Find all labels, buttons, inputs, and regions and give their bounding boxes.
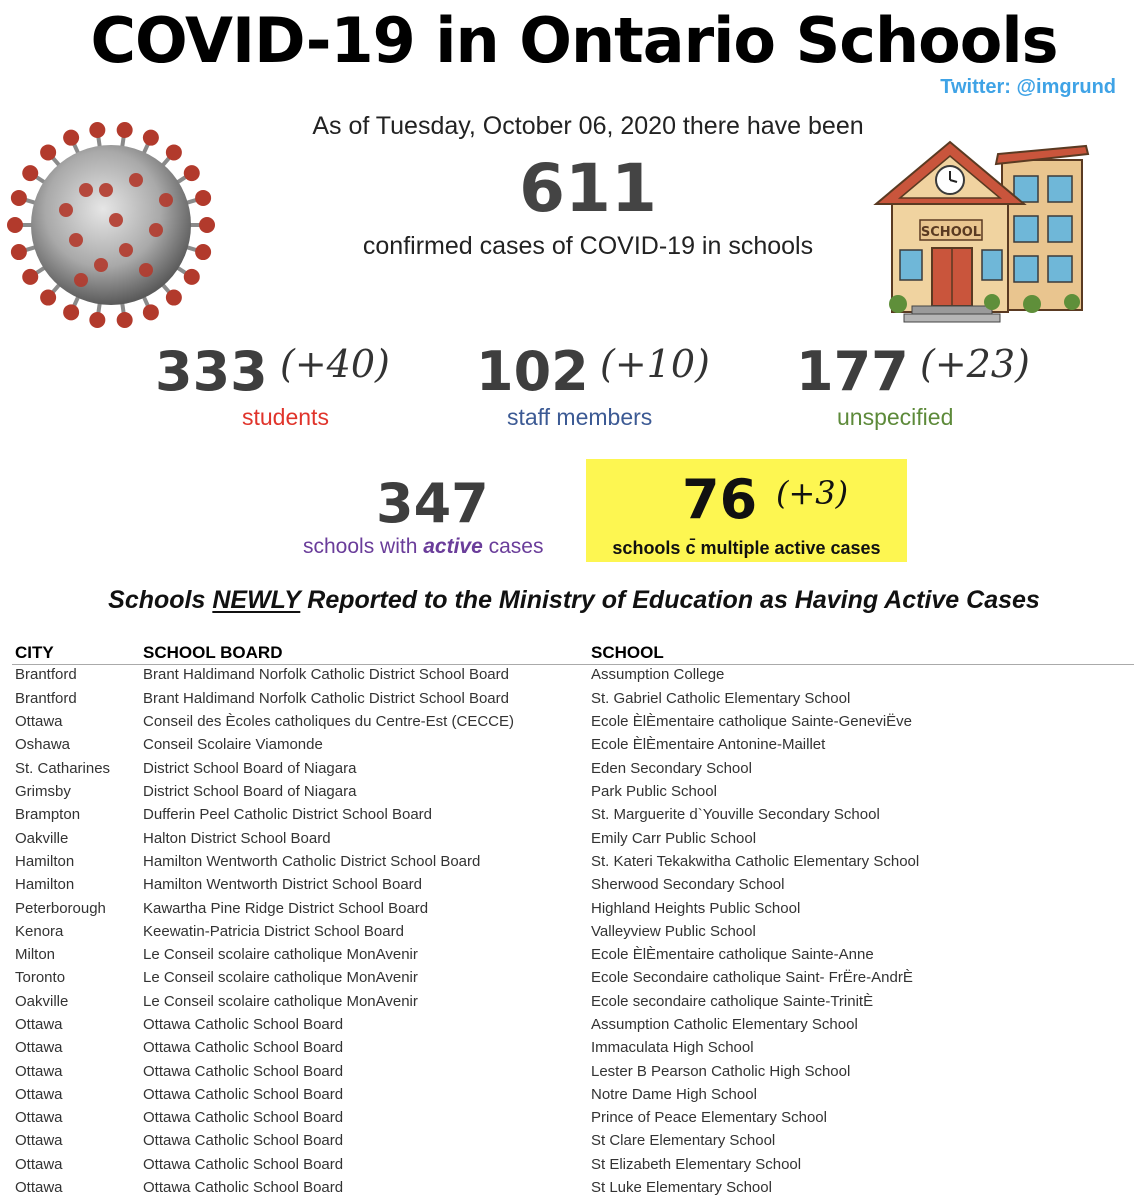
row-school-board: Le Conseil scolaire catholique MonAvenir [143,946,418,963]
row-city: Ottawa [15,1086,63,1103]
students-count: 333 [155,340,268,403]
row-school-board: Brant Haldimand Norfolk Catholic District School Board [143,690,509,707]
multiple-cases-count: 76 [682,468,758,531]
table-row [0,1132,1148,1155]
table-row [0,783,1148,806]
row-city: Ottawa [15,1063,63,1080]
table-row [0,900,1148,923]
row-school-board: Le Conseil scolaire catholique MonAvenir [143,993,418,1010]
row-city: Oakville [15,993,69,1010]
table-row [0,806,1148,829]
row-school: St Elizabeth Elementary School [591,1156,802,1173]
row-school: Valleyview Public School [591,923,756,940]
row-city: Hamilton [15,853,75,870]
row-school: Prince of Peace Elementary School [591,1109,827,1126]
unspecified-count: 177 [796,340,909,403]
row-city: Ottawa [15,1179,63,1196]
row-school: St. Marguerite d`Youville Secondary School [591,806,880,823]
row-city: Ottawa [15,1016,63,1033]
staff-count: 102 [476,340,589,403]
row-city: Toronto [15,969,66,986]
multiple-cases-label: schools c̄ multiple active cases [612,538,881,558]
row-school: Immaculata High School [591,1039,754,1056]
row-city: Ottawa [15,1109,63,1126]
row-city: Hamilton [15,876,75,893]
row-school-board: Conseil Scolaire Viamonde [143,736,323,753]
row-school: Assumption Catholic Elementary School [591,1016,858,1033]
table-row [0,1039,1148,1062]
column-header-board: SCHOOL BOARD [143,643,283,662]
row-city: Peterborough [15,900,106,917]
table-row [0,690,1148,713]
unspecified-delta: (+23) [920,342,1030,386]
row-school-board: Ottawa Catholic School Board [143,1086,344,1103]
row-school-board: Le Conseil scolaire catholique MonAvenir [143,969,418,986]
row-school-board: Conseil des Ècoles catholiques du Centre-Est (CECCE) [143,713,514,730]
row-school-board: Hamilton Wentworth District School Board [143,876,422,893]
row-city: Ottawa [15,1156,63,1173]
row-city: Brantford [15,690,77,707]
row-school-board: Ottawa Catholic School Board [143,1016,344,1033]
row-school: St. Kateri Tekakwitha Catholic Elementary School [591,853,920,870]
table-row [0,946,1148,969]
students-delta: (+40) [280,342,390,386]
row-city: Brantford [15,666,77,683]
twitter-handle: Twitter: @imgrund [940,76,1116,98]
table-row [0,1063,1148,1086]
confirmed-label: confirmed cases of COVID-19 in schools [362,232,814,260]
column-header-school: SCHOOL [591,643,664,662]
total-cases: 611 [519,150,657,227]
row-school-board: Keewatin-Patricia District School Board [143,923,404,940]
column-header-city: CITY [15,643,54,662]
newly-reported-heading: Schools NEWLY Reported to the Ministry of Education as Having Active Cases [108,586,1040,614]
row-school: Notre Dame High School [591,1086,757,1103]
table-row [0,760,1148,783]
table-row [0,1109,1148,1132]
row-school-board: Ottawa Catholic School Board [143,1132,344,1149]
row-school-board: Ottawa Catholic School Board [143,1039,344,1056]
unspecified-label: unspecified [837,404,954,430]
row-city: Ottawa [15,713,63,730]
row-city: St. Catharines [15,760,111,777]
row-city: Oakville [15,830,69,847]
row-school-board: Brant Haldimand Norfolk Catholic District School Board [143,666,509,683]
table-row [0,713,1148,736]
row-city: Oshawa [15,736,71,753]
page-title: COVID-19 in Ontario Schools [90,4,1058,77]
row-school: Highland Heights Public School [591,900,801,917]
row-city: Ottawa [15,1039,63,1056]
school-building-icon [872,132,1092,328]
row-school: Ecole ÈlÈmentaire catholique Sainte-GeneviËve [591,713,913,730]
row-school-board: Dufferin Peel Catholic District School Board [143,806,433,823]
row-school-board: Ottawa Catholic School Board [143,1179,344,1196]
row-school-board: Kawartha Pine Ridge District School Board [143,900,429,917]
table-row [0,830,1148,853]
row-school-board: District School Board of Niagara [143,783,357,800]
table-row [0,666,1148,689]
table-row [0,853,1148,876]
row-school-board: Ottawa Catholic School Board [143,1156,344,1173]
table-row [0,993,1148,1016]
table-row [0,1086,1148,1109]
newly-emphasis: NEWLY [212,586,301,614]
row-school: Sherwood Secondary School [591,876,785,893]
staff-delta: (+10) [600,342,710,386]
staff-label: staff members [507,404,653,430]
row-school: Ecole Secondaire catholique Saint- FrËre-AndrÈ [591,969,913,986]
row-school: Ecole ÈlÈmentaire Antonine-Maillet [591,736,826,753]
coronavirus-icon [6,120,216,330]
header-divider [12,664,1134,665]
table-row [0,923,1148,946]
row-city: Grimsby [15,783,71,800]
row-school-board: Ottawa Catholic School Board [143,1063,344,1080]
row-school-board: Halton District School Board [143,830,331,847]
row-school: Eden Secondary School [591,760,752,777]
row-city: Brampton [15,806,81,823]
row-school-board: Hamilton Wentworth Catholic District School Board [143,853,481,870]
row-school: Ecole secondaire catholique Sainte-TrinitÈ [591,993,874,1010]
row-city: Ottawa [15,1132,63,1149]
row-school: Assumption College [591,666,725,683]
row-school: Lester B Pearson Catholic High School [591,1063,851,1080]
row-school: St. Gabriel Catholic Elementary School [591,690,851,707]
active-emphasis: active [423,535,483,558]
table-row [0,876,1148,899]
row-school: Park Public School [591,783,717,800]
students-label: students [242,404,329,430]
svg-text:SCHOOL: SCHOOL [920,225,982,240]
table-row [0,1179,1148,1202]
row-school-board: District School Board of Niagara [143,760,357,777]
active-schools-label: schools with active cases [303,535,544,558]
row-city: Kenora [15,923,64,940]
row-city: Milton [15,946,56,963]
multiple-cases-delta: (+3) [776,474,849,512]
active-schools-count: 347 [376,472,489,535]
table-row [0,1016,1148,1039]
as-of-text: As of Tuesday, October 06, 2020 there have been [312,112,864,140]
row-school: Emily Carr Public School [591,830,757,847]
table-row [0,736,1148,759]
row-school: Ecole ÈlÈmentaire catholique Sainte-Anne [591,946,874,963]
row-school: St Clare Elementary School [591,1132,776,1149]
row-school: St Luke Elementary School [591,1179,772,1196]
table-row [0,969,1148,992]
table-row [0,1156,1148,1179]
row-school-board: Ottawa Catholic School Board [143,1109,344,1126]
